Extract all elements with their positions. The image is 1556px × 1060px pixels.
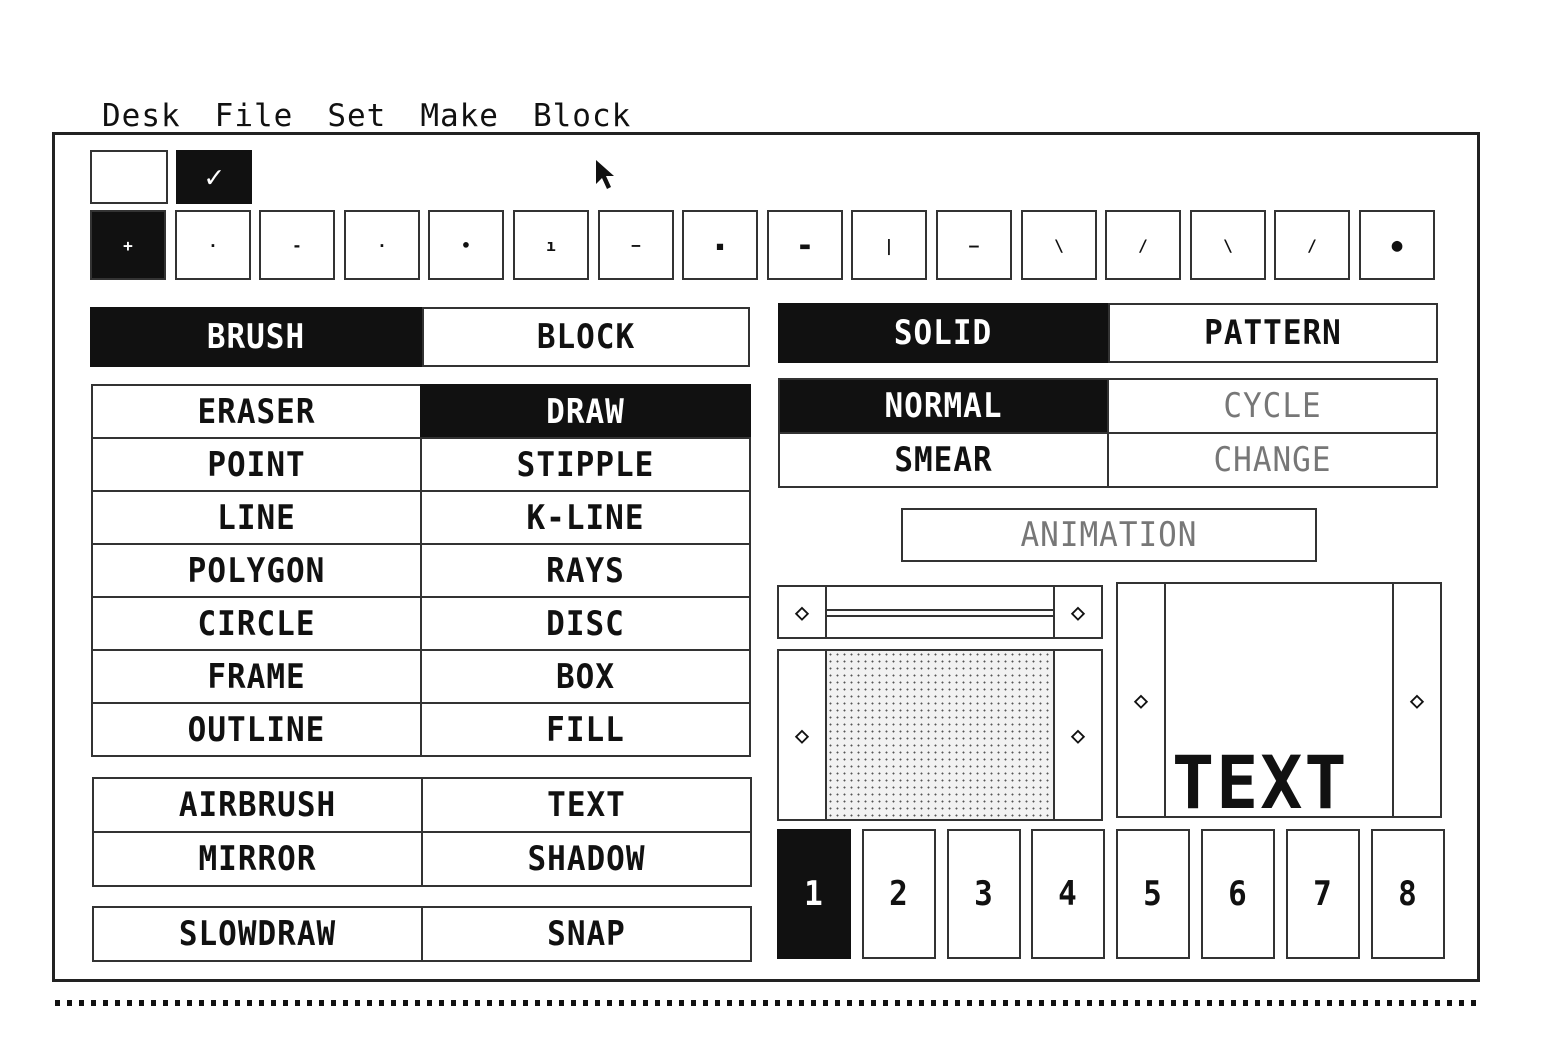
brush-shape-2[interactable] [175,210,251,280]
arrow-left-icon: ◇ [1133,686,1149,714]
brush-shape-6[interactable] [513,210,589,280]
brush-shape-icon: / [1138,235,1148,255]
page-button-1[interactable]: 1 [777,829,851,959]
brush-shape-icon: | [884,235,894,255]
arrow-right-icon: ◇ [1070,598,1086,626]
brush-shape-5[interactable] [428,210,504,280]
fill-tabs [778,303,1438,359]
menu-set[interactable]: Set [327,98,387,134]
effect-shadow-button[interactable]: SHADOW [421,831,752,887]
brush-shape-1[interactable] [90,210,166,280]
tool-frame-button[interactable]: FRAME [91,649,422,704]
page-button-8[interactable]: 8 [1371,829,1445,959]
effects-grid [93,778,751,886]
tool-disc-button[interactable]: DISC [420,596,751,651]
blank-toggle-box[interactable] [90,150,168,204]
menu-desk[interactable]: Desk [102,98,181,134]
brush-shape-icon: ● [1391,234,1403,256]
tab-block[interactable]: BLOCK [422,307,750,367]
tab-pattern[interactable]: PATTERN [1108,303,1438,363]
pattern-next-button[interactable] [1053,649,1103,821]
brush-shape-4[interactable] [344,210,420,280]
tool-draw-button[interactable]: DRAW [420,384,751,439]
pattern-preview[interactable] [827,649,1053,821]
tool-point-button[interactable]: POINT [91,437,422,492]
check-icon: ✓ [204,159,224,195]
tool-rays-button[interactable]: RAYS [420,543,751,598]
brush-shape-12[interactable] [1021,210,1097,280]
brush-shape-icon: \ [1054,235,1064,255]
draw-mode-grid [779,379,1437,487]
page-button-6[interactable]: 6 [1201,829,1275,959]
text-preview-sample: TEXT [1172,739,1349,827]
tool-grid [92,385,750,756]
menu-bar [102,98,665,134]
brush-shape-icon: - [292,235,302,255]
pattern-slider-track[interactable] [827,585,1053,639]
arrow-right-icon: ◇ [1409,686,1425,714]
normal-mode-button[interactable]: NORMAL [778,378,1109,434]
brush-shape-9[interactable] [767,210,843,280]
font-next-button[interactable] [1392,582,1442,818]
effect-mirror-button[interactable]: MIRROR [92,831,423,887]
pattern-scroll-left-button[interactable] [777,585,827,639]
page-button-4[interactable]: 4 [1031,829,1105,959]
brush-shape-13[interactable] [1105,210,1181,280]
smear-mode-button[interactable]: SMEAR [778,432,1109,488]
animation-button[interactable]: ANIMATION [901,508,1317,562]
change-mode-button[interactable]: CHANGE [1107,432,1438,488]
extras-grid [93,907,751,961]
page-button-5[interactable]: 5 [1116,829,1190,959]
menu-block[interactable]: Block [532,98,632,134]
tool-fill-button[interactable]: FILL [420,702,751,757]
tool-stipple-button[interactable]: STIPPLE [420,437,751,492]
arrow-left-icon: ◇ [794,598,810,626]
tool-box-button[interactable]: BOX [420,649,751,704]
brush-shape-icon: — [969,235,979,255]
arrow-right-icon: ◇ [1070,721,1086,749]
menu-make[interactable]: Make [420,98,499,134]
tool-circle-button[interactable]: CIRCLE [91,596,422,651]
effect-text-button[interactable]: TEXT [421,777,752,833]
mode-tabs [90,307,750,363]
pattern-slider-thumb[interactable] [827,609,1053,617]
effect-airbrush-button[interactable]: AIRBRUSH [92,777,423,833]
arrow-left-icon: ◇ [794,721,810,749]
font-preview [1166,582,1394,827]
tool-polygon-button[interactable]: POLYGON [91,543,422,598]
menu-file[interactable]: File [214,98,294,134]
pattern-prev-button[interactable] [777,649,827,821]
brush-shape-icon: ı [546,235,556,255]
brush-shape-icon: − [631,235,641,255]
brush-shape-icon: / [1307,235,1317,255]
check-toggle-box[interactable] [176,150,252,204]
brush-shape-icon: ▪ [715,235,725,255]
brush-shape-7[interactable] [598,210,674,280]
page-button-7[interactable]: 7 [1286,829,1360,959]
dotted-divider [55,1000,1480,1006]
brush-shape-icon: ▬ [800,235,810,255]
brush-shape-icon: + [123,235,133,255]
brush-shape-11[interactable] [936,210,1012,280]
brush-shape-3[interactable] [259,210,335,280]
page-button-3[interactable]: 3 [947,829,1021,959]
brush-shape-icon: · [208,235,218,255]
tab-brush[interactable]: BRUSH [90,307,422,367]
brush-shape-16[interactable] [1359,210,1435,280]
font-prev-button[interactable] [1116,582,1166,818]
brush-shape-icon: • [461,235,471,255]
tool-eraser-button[interactable]: ERASER [91,384,422,439]
extra-snap-button[interactable]: SNAP [421,906,752,962]
brush-shape-10[interactable] [851,210,927,280]
pattern-scroll-right-button[interactable] [1053,585,1103,639]
tool-line-button[interactable]: LINE [91,490,422,545]
extra-slowdraw-button[interactable]: SLOWDRAW [92,906,423,962]
cycle-mode-button[interactable]: CYCLE [1107,378,1438,434]
tab-solid[interactable]: SOLID [778,303,1108,363]
page-button-2[interactable]: 2 [862,829,936,959]
brush-shape-icon: \ [1223,235,1233,255]
brush-shape-15[interactable] [1274,210,1350,280]
brush-shape-8[interactable] [682,210,758,280]
brush-shape-icon: · [377,235,387,255]
tool-outline-button[interactable]: OUTLINE [91,702,422,757]
brush-shape-14[interactable] [1190,210,1266,280]
tool-k-line-button[interactable]: K-LINE [420,490,751,545]
